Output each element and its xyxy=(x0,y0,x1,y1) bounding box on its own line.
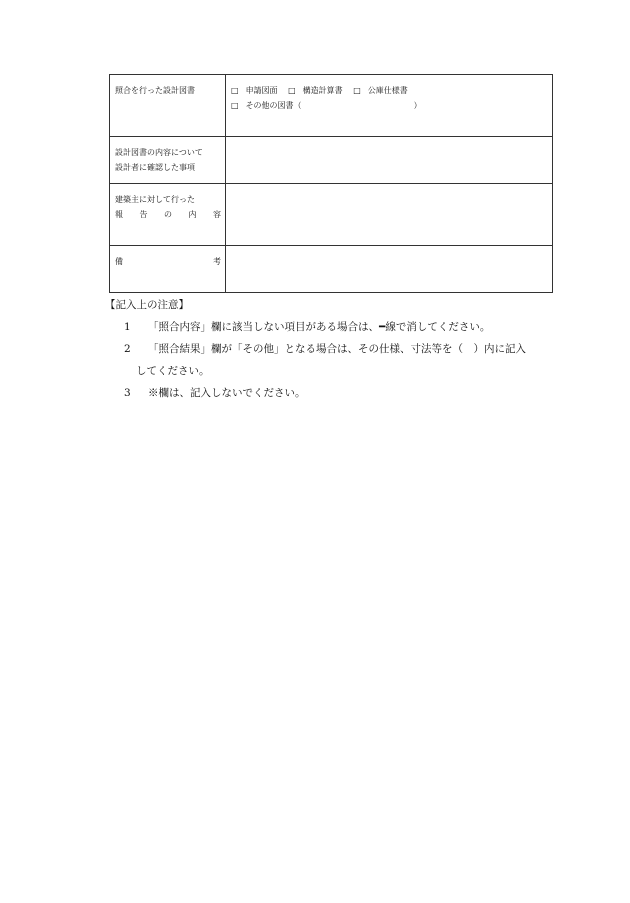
report-content-field[interactable] xyxy=(226,184,553,246)
row-label: 設計図書の内容について xyxy=(115,148,203,157)
option-application-drawings[interactable] xyxy=(231,83,278,98)
checkbox-icon[interactable]: □ xyxy=(353,86,361,95)
note-text: ※欄は、記入しないでください。 xyxy=(148,387,306,399)
inspection-table xyxy=(109,74,553,293)
row-label-cell xyxy=(110,75,226,137)
table-row xyxy=(110,184,553,246)
note-number: 2 xyxy=(124,343,131,355)
document-options-line xyxy=(231,83,548,98)
other-documents-line xyxy=(231,98,548,113)
row-label-spread xyxy=(115,207,221,222)
row-label-cell xyxy=(110,246,226,293)
row-label-spread xyxy=(115,254,221,269)
label-char: の xyxy=(164,210,172,219)
row-label: 照合を行った設計図書 xyxy=(115,86,195,95)
note-item xyxy=(107,338,567,360)
note-number: 1 xyxy=(124,321,131,333)
option-structural-calculation[interactable] xyxy=(288,83,343,98)
other-documents-close: ） xyxy=(413,101,422,110)
note-number: 3 xyxy=(124,387,131,399)
label-char: 考 xyxy=(213,257,221,266)
note-item xyxy=(107,382,567,404)
note-continuation: してください。 xyxy=(136,365,210,377)
note-item xyxy=(107,316,567,338)
option-label: 申請図面 xyxy=(245,86,278,95)
label-char: 報 xyxy=(115,210,123,219)
label-char: 備 xyxy=(115,257,123,266)
checkbox-icon[interactable]: □ xyxy=(231,101,239,110)
note-text: 「照合内容」欄に該当しない項目がある場合は、━線で消してください。 xyxy=(148,321,491,333)
table-row xyxy=(110,246,553,293)
table-row xyxy=(110,137,553,184)
row-label-cell xyxy=(110,137,226,184)
notes-section xyxy=(107,294,567,404)
label-char: 容 xyxy=(213,210,221,219)
row-label-cell xyxy=(110,184,226,246)
notes-heading: 【記入上の注意】 xyxy=(105,299,189,311)
label-char: 告 xyxy=(139,210,148,219)
remarks-field[interactable] xyxy=(226,246,553,293)
design-documents-cell xyxy=(226,75,553,137)
table-row xyxy=(110,75,553,137)
option-label: 構造計算書 xyxy=(302,86,343,95)
row-label: 建築主に対して行った xyxy=(115,195,195,204)
option-public-spec[interactable] xyxy=(353,83,408,98)
option-label: 公庫仕様書 xyxy=(367,86,408,95)
row-label: 設計者に確認した事項 xyxy=(115,163,195,172)
checkbox-icon[interactable]: □ xyxy=(288,86,296,95)
other-documents-label: その他の図書（ xyxy=(245,101,302,110)
label-char: 内 xyxy=(188,210,197,219)
note-text: 「照合結果」欄が「その他」となる場合は、その仕様、寸法等を（ ）内に記入 xyxy=(148,343,526,355)
confirmed-items-field[interactable] xyxy=(226,137,553,184)
checkbox-icon[interactable]: □ xyxy=(231,86,239,95)
